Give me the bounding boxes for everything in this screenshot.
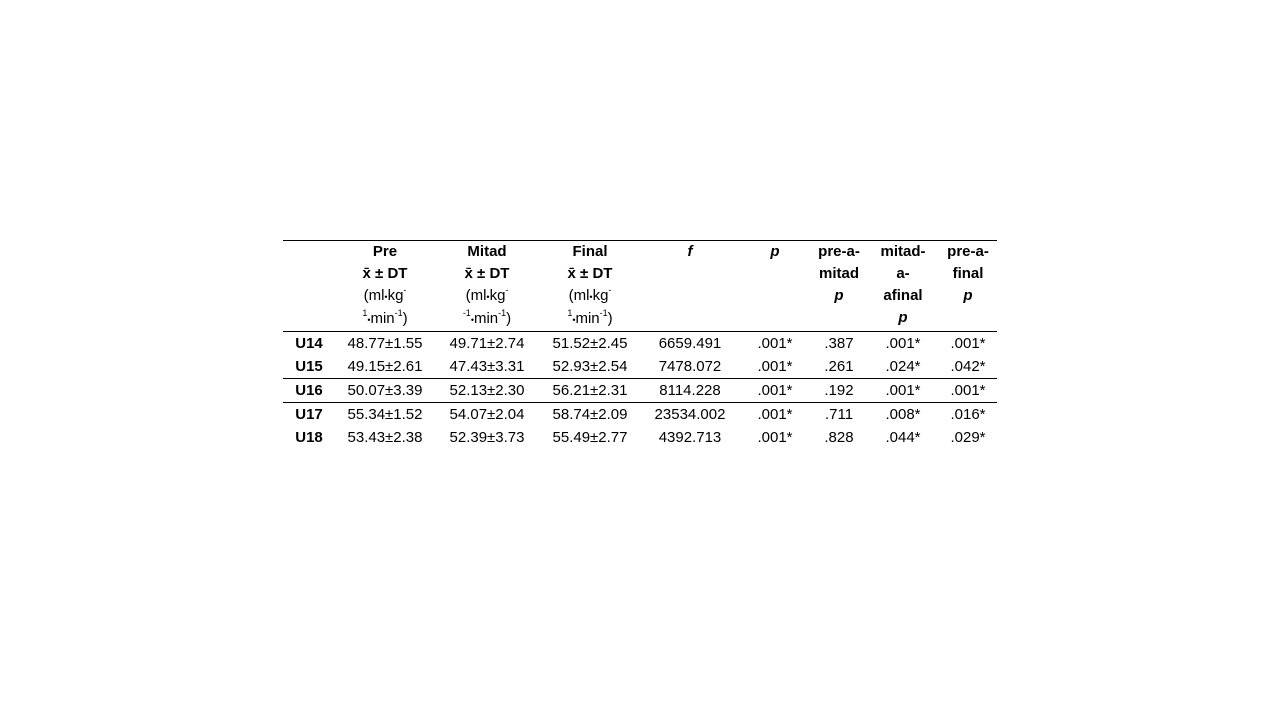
cell-mitad: 49.71±2.74 [449,335,525,352]
table-row [283,379,997,403]
cell-final: 52.93±2.54 [539,355,641,379]
header-pre-stat: x̄ ± DT [362,265,408,282]
header-mitad-unit-1: (ml•kg- [465,285,509,304]
header-group [283,241,335,332]
cell-mitad: 52.39±3.73 [449,429,525,446]
header-row [283,241,997,332]
cell-f: 7478.072 [641,355,739,379]
cell-mitad-a-final: .001* [867,379,939,403]
header-pre-unit-1: (ml•kg- [363,285,407,304]
header-mitad-name: Mitad [467,243,507,260]
cell-pre-a-mitad: .387 [824,335,854,352]
cell-mitad-a-final: .001* [885,335,921,352]
cell-p: .001* [757,406,793,423]
cell-p: .001* [757,429,793,446]
cell-final: 56.21±2.31 [539,379,641,403]
header-pre-name: Pre [372,243,398,260]
cell-mitad-a-final: .024* [867,355,939,379]
header-final-stat: x̄ ± DT [567,265,613,282]
header-pre-unit-2: $^1•\min^{-1}$) [362,308,408,327]
cell-final: 58.74±2.09 [552,406,628,423]
header-pre-a-final: pre-a- final p [947,243,989,304]
cell-p: .001* [757,335,793,352]
cell-pre-a-final: .042* [939,355,997,379]
cell-pre-a-mitad: .711 [824,406,854,423]
cell-pre-a-mitad: .192 [811,379,867,403]
cell-p: .001* [739,355,811,379]
header-mitad-a-final: mitad- a- afinal p [880,243,926,326]
cell-mitad: 54.07±2.04 [449,406,525,423]
table-row [283,355,997,379]
cell-pre: 55.34±1.52 [347,406,423,423]
cell-f: 8114.228 [641,379,739,403]
cell-final: 51.52±2.45 [552,335,628,352]
header-final [539,241,641,332]
cell-pre-a-mitad: .261 [811,355,867,379]
header-final-unit-1: (ml•kg- [568,285,612,304]
row-label: U18 [295,429,323,446]
cell-pre-a-mitad: .828 [824,429,854,446]
header-mitad-stat: x̄ ± DT [464,265,510,282]
row-label: U14 [295,335,323,352]
cell-pre: 53.43±2.38 [347,429,423,446]
cell-mitad-a-final: .044* [885,429,921,446]
header-final-name: Final [572,243,608,260]
header-f: f [687,243,693,260]
table-row [283,426,997,449]
header-pre-a-mitad: pre-a- mitad p [818,243,860,304]
cell-pre-a-final: .029* [950,429,986,446]
header-p: p [770,243,780,260]
cell-pre-a-final: .001* [950,335,986,352]
header-mitad [435,241,539,332]
cell-pre: 49.15±2.61 [335,355,435,379]
cell-pre: 50.07±3.39 [335,379,435,403]
cell-final: 55.49±2.77 [552,429,628,446]
table-row [283,332,997,356]
header-final-unit-2: $^1•\min^{-1}$) [567,308,613,327]
cell-f: 6659.491 [658,335,722,352]
cell-mitad: 52.13±2.30 [435,379,539,403]
cell-pre-a-final: .001* [939,379,997,403]
cell-pre: 48.77±1.55 [347,335,423,352]
cell-mitad-a-final: .008* [885,406,921,423]
cell-f: 23534.002 [654,406,726,423]
table-row [283,403,997,427]
row-label: U15 [283,355,335,379]
cell-mitad: 47.43±3.31 [435,355,539,379]
row-label: U16 [283,379,335,403]
header-mitad-unit-2: $^{-1}•\min^{-1}$) [462,308,512,327]
results-table [283,240,997,449]
cell-p: .001* [739,379,811,403]
row-label: U17 [295,406,323,423]
cell-f: 4392.713 [658,429,722,446]
header-pre [335,241,435,332]
cell-pre-a-final: .016* [950,406,986,423]
